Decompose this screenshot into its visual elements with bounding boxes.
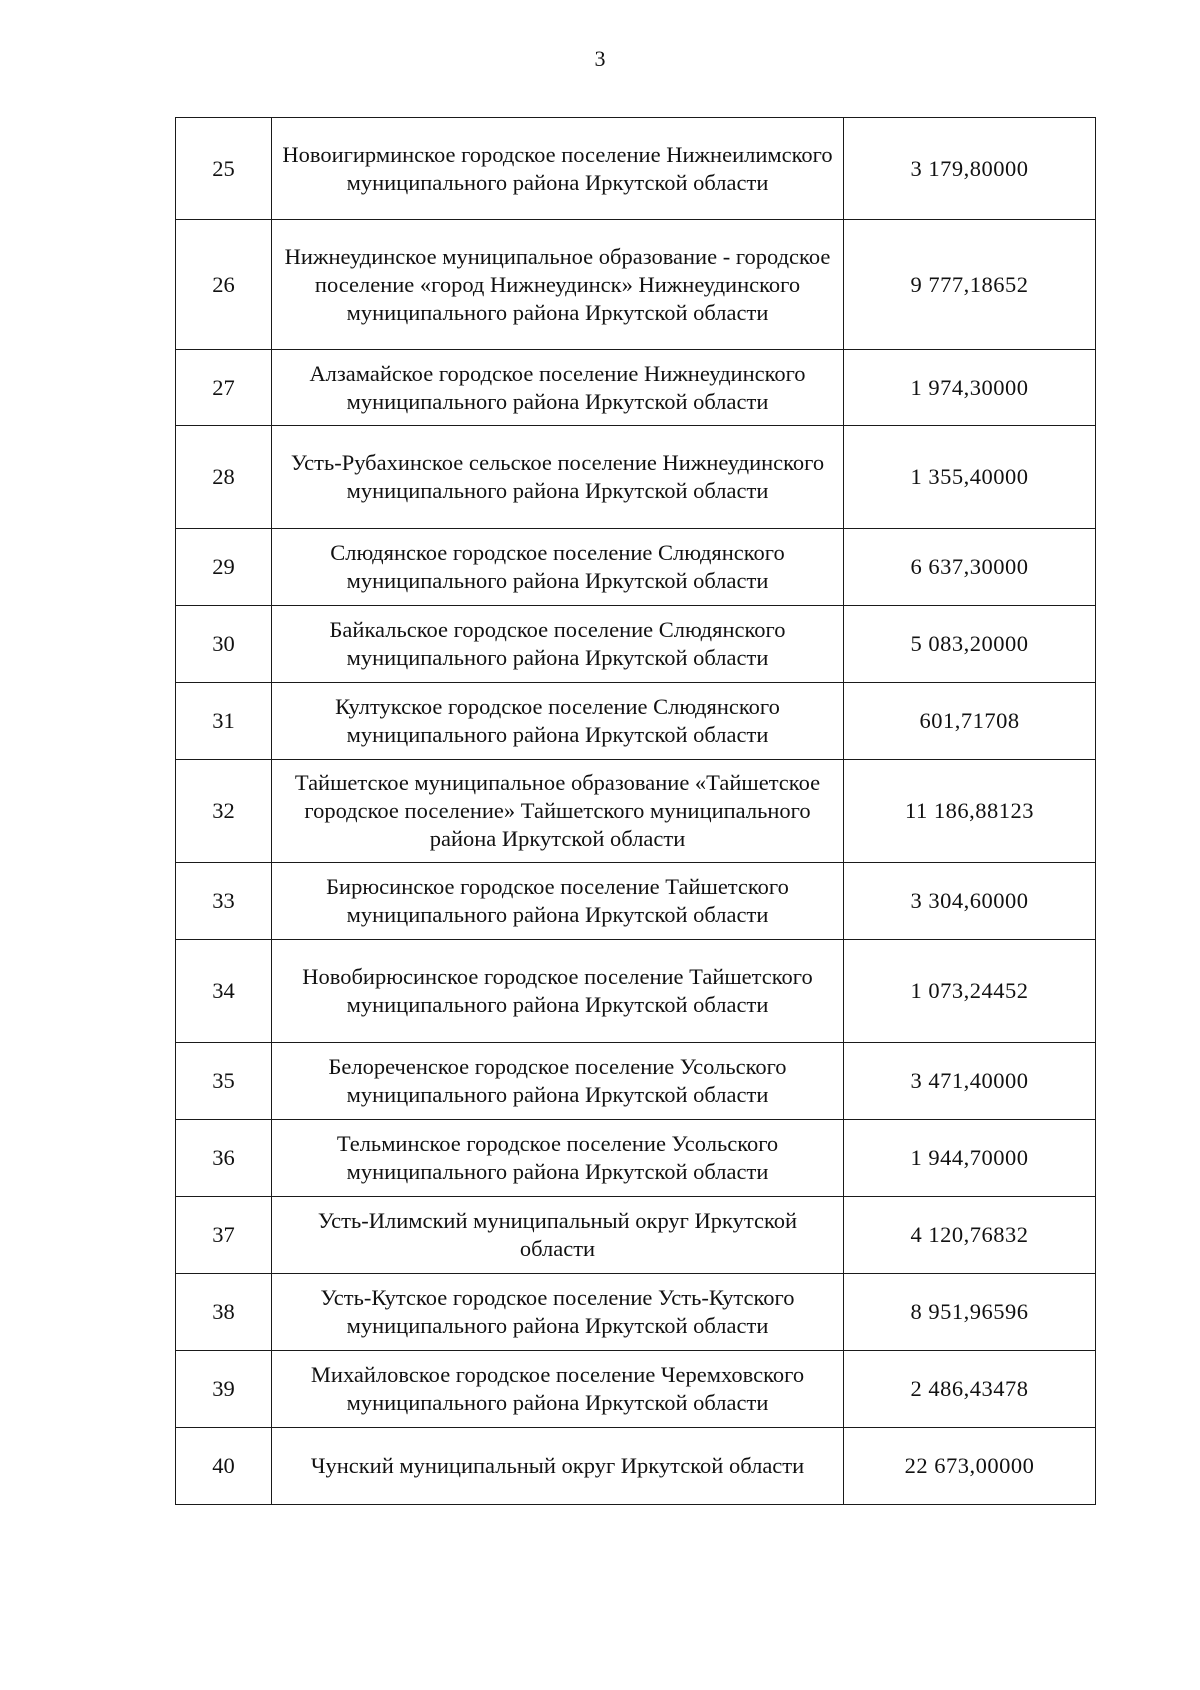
municipality-name: Слюдянское городское поселение Слюдянского муниципального района Иркутской области (272, 529, 844, 606)
table-row (176, 1120, 1096, 1197)
municipality-name: Чунский муниципальный округ Иркутской области (272, 1428, 844, 1505)
municipality-name: Алзамайское городское поселение Нижнеудинского муниципального района Иркутской области (272, 350, 844, 426)
row-number: 25 (176, 118, 272, 220)
municipality-name: Усть-Кутское городское поселение Усть-Кутского муниципального района Иркутской области (272, 1274, 844, 1351)
row-number: 30 (176, 606, 272, 683)
table-row (176, 940, 1096, 1043)
table-row (176, 1043, 1096, 1120)
table-body (176, 118, 1096, 1505)
amount-value: 1 944,70000 (844, 1120, 1096, 1197)
page-number: 3 (594, 46, 606, 71)
municipality-name: Бирюсинское городское поселение Тайшетского муниципального района Иркутской области (272, 863, 844, 940)
row-number: 27 (176, 350, 272, 426)
table-row (176, 863, 1096, 940)
row-number: 34 (176, 940, 272, 1043)
municipality-name: Нижнеудинское муниципальное образование - городское поселение «город Нижнеудинск» Нижнеудинского муниципального района Иркутской области (272, 220, 844, 350)
table-row (176, 606, 1096, 683)
municipality-name: Усть-Илимский муниципальный округ Иркутской области (272, 1197, 844, 1274)
row-number: 26 (176, 220, 272, 350)
table-row (176, 1197, 1096, 1274)
municipality-name: Новобирюсинское городское поселение Тайшетского муниципального района Иркутской области (272, 940, 844, 1043)
municipality-name: Тайшетское муниципальное образование «Тайшетское городское поселение» Тайшетского муниципального района Иркутской области (272, 760, 844, 863)
table-row (176, 220, 1096, 350)
row-number: 37 (176, 1197, 272, 1274)
amount-value: 3 304,60000 (844, 863, 1096, 940)
municipality-name: Белореченское городское поселение Усольского муниципального района Иркутской области (272, 1043, 844, 1120)
amount-value: 11 186,88123 (844, 760, 1096, 863)
municipality-name: Усть-Рубахинское сельское поселение Нижнеудинского муниципального района Иркутской области (272, 426, 844, 529)
row-number: 38 (176, 1274, 272, 1351)
amount-value: 1 355,40000 (844, 426, 1096, 529)
table-row (176, 350, 1096, 426)
row-number: 31 (176, 683, 272, 760)
amount-value: 1 073,24452 (844, 940, 1096, 1043)
amount-value: 3 179,80000 (844, 118, 1096, 220)
row-number: 40 (176, 1428, 272, 1505)
table-row (176, 1351, 1096, 1428)
municipality-name: Новоигирминское городское поселение Нижнеилимского муниципального района Иркутской области (272, 118, 844, 220)
municipality-name: Байкальское городское поселение Слюдянского муниципального района Иркутской области (272, 606, 844, 683)
amount-value: 8 951,96596 (844, 1274, 1096, 1351)
municipality-name: Михайловское городское поселение Черемховского муниципального района Иркутской области (272, 1351, 844, 1428)
table-row (176, 683, 1096, 760)
row-number: 29 (176, 529, 272, 606)
table-row (176, 1274, 1096, 1351)
municipality-name: Култукское городское поселение Слюдянского муниципального района Иркутской области (272, 683, 844, 760)
table-row (176, 426, 1096, 529)
row-number: 35 (176, 1043, 272, 1120)
amount-value: 6 637,30000 (844, 529, 1096, 606)
row-number: 39 (176, 1351, 272, 1428)
municipality-name: Тельминское городское поселение Усольского муниципального района Иркутской области (272, 1120, 844, 1197)
amount-value: 3 471,40000 (844, 1043, 1096, 1120)
table-row (176, 760, 1096, 863)
allocation-table (175, 117, 1096, 1505)
amount-value: 1 974,30000 (844, 350, 1096, 426)
amount-value: 601,71708 (844, 683, 1096, 760)
row-number: 33 (176, 863, 272, 940)
amount-value: 5 083,20000 (844, 606, 1096, 683)
table-row (176, 118, 1096, 220)
amount-value: 2 486,43478 (844, 1351, 1096, 1428)
row-number: 36 (176, 1120, 272, 1197)
table-row (176, 1428, 1096, 1505)
amount-value: 9 777,18652 (844, 220, 1096, 350)
table-row (176, 529, 1096, 606)
row-number: 28 (176, 426, 272, 529)
amount-value: 4 120,76832 (844, 1197, 1096, 1274)
amount-value: 22 673,00000 (844, 1428, 1096, 1505)
row-number: 32 (176, 760, 272, 863)
